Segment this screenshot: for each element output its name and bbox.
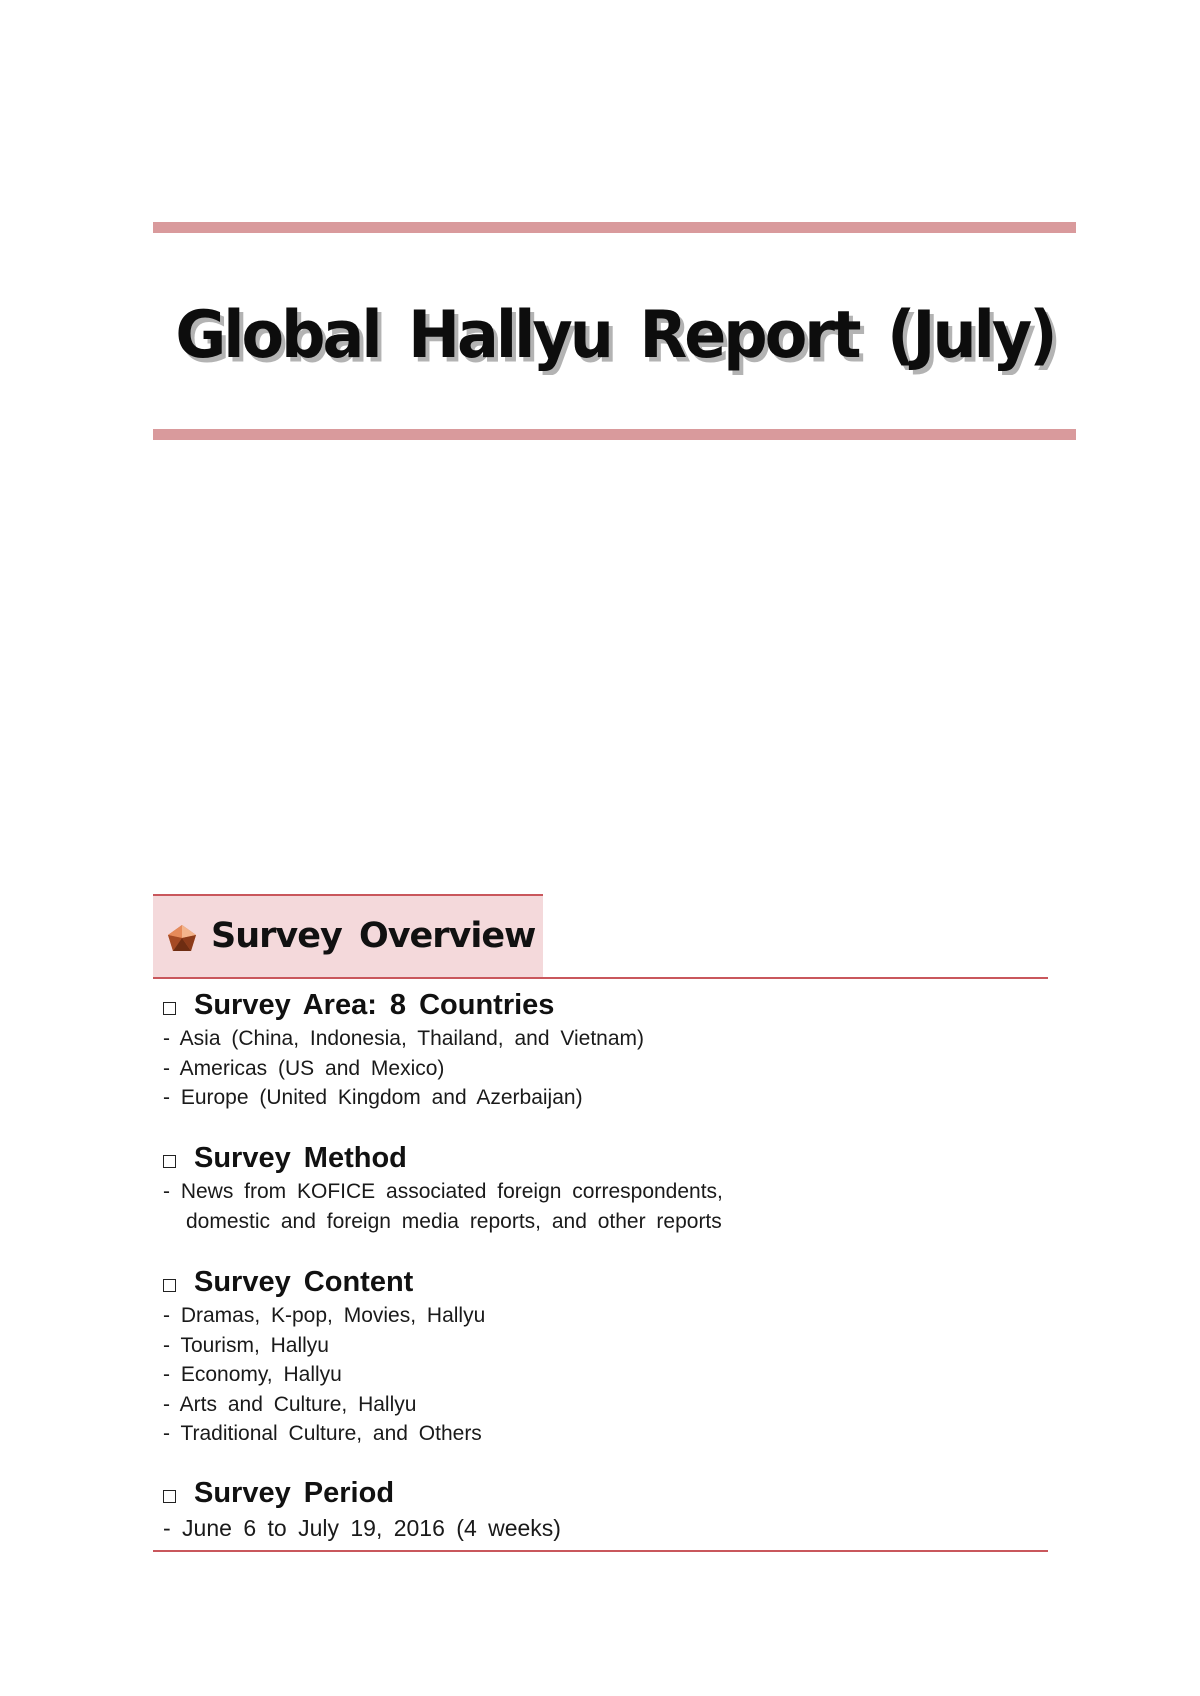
square-bullet-icon	[163, 1002, 176, 1015]
title-bottom-rule	[153, 429, 1076, 440]
survey-area-heading-text: Survey Area: 8 Countries	[194, 988, 555, 1021]
survey-area-heading	[163, 986, 644, 1024]
survey-content-block	[163, 1263, 485, 1449]
section-bottom-rule	[153, 1550, 1048, 1552]
square-bullet-icon	[163, 1490, 176, 1503]
section-header-rule	[153, 977, 1048, 979]
survey-area-block	[163, 986, 644, 1113]
survey-period-heading-text: Survey Period	[194, 1476, 395, 1509]
list-item: - Dramas, K-pop, Movies, Hallyu	[163, 1304, 486, 1327]
list-item: - Arts and Culture, Hallyu	[163, 1392, 417, 1416]
list-item: - Tourism, Hallyu	[163, 1333, 329, 1357]
square-bullet-icon	[163, 1279, 176, 1292]
survey-overview-header	[153, 894, 543, 978]
section-title: Survey Overview	[211, 916, 536, 956]
survey-method-heading	[163, 1139, 723, 1177]
list-item: - News from KOFICE associated foreign correspondents,	[163, 1180, 723, 1203]
survey-content-heading	[163, 1263, 485, 1301]
list-item: - Asia (China, Indonesia, Thailand, and Vietnam)	[163, 1027, 644, 1050]
list-item: - June 6 to July 19, 2016 (4 weeks)	[163, 1515, 561, 1541]
survey-content-heading-text: Survey Content	[194, 1265, 414, 1298]
report-title: Global Hallyu Report (July)	[175, 296, 1055, 373]
list-item: - Americas (US and Mexico)	[163, 1056, 445, 1080]
list-item-continuation: domestic and foreign media reports, and other reports	[186, 1209, 722, 1233]
survey-method-block	[163, 1139, 723, 1236]
square-bullet-icon	[163, 1155, 176, 1168]
list-item: - Economy, Hallyu	[163, 1363, 342, 1386]
list-item: - Traditional Culture, and Others	[163, 1422, 482, 1445]
survey-method-heading-text: Survey Method	[194, 1141, 407, 1174]
survey-period-block	[163, 1474, 561, 1544]
title-top-rule	[153, 222, 1076, 233]
list-item: - Europe (United Kingdom and Azerbaijan)	[163, 1086, 583, 1109]
survey-period-heading	[163, 1474, 561, 1512]
pentagon-icon	[167, 924, 197, 952]
